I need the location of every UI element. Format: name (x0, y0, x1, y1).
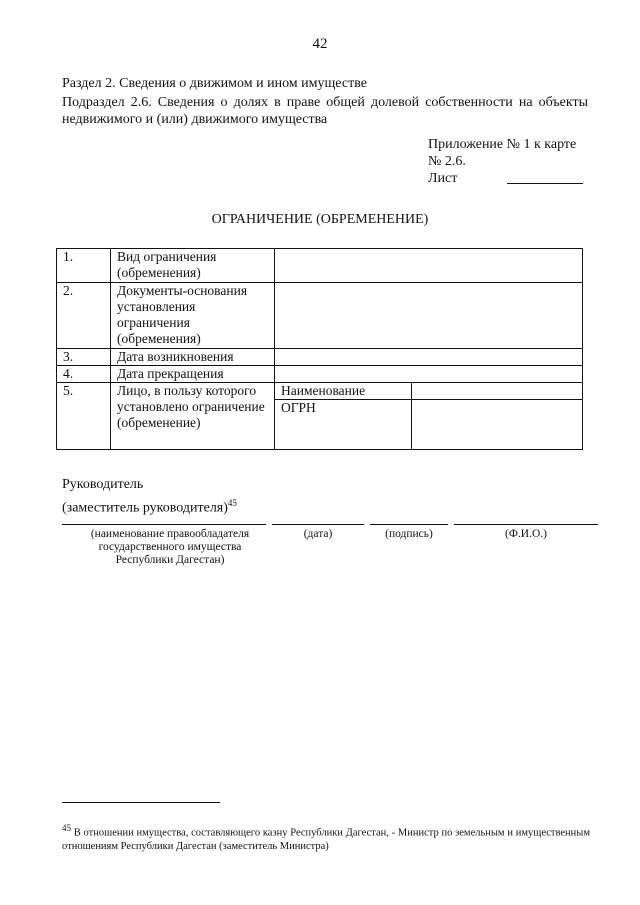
caption-owner: (наименование правообладателя государственного имущества Республики Дагестан) (90, 528, 250, 566)
beneficiary-ogrn-value (412, 400, 582, 449)
row-value (275, 249, 583, 283)
table-row (57, 349, 583, 366)
table-row (57, 366, 583, 383)
footnote (62, 822, 590, 853)
signatory-line-1: Руководитель (62, 477, 144, 492)
row-number: 3. (57, 349, 111, 366)
sign-signature-line (370, 524, 448, 525)
row-label: Лицо, в пользу которого установлено ограничение (обременение) (111, 383, 275, 450)
row-value (275, 366, 583, 383)
row-number: 1. (57, 249, 111, 283)
beneficiary-ogrn-label: ОГРН (275, 400, 412, 449)
beneficiary-subgrid (275, 383, 582, 449)
beneficiary-ogrn-row (275, 399, 582, 449)
sheet-label: Лист (428, 171, 458, 186)
appendix-line-1: Приложение № 1 к карте (428, 137, 577, 152)
row-value (275, 383, 583, 450)
row-label: Дата возникновения (111, 349, 275, 366)
caption-full-name: (Ф.И.О.) (505, 528, 547, 540)
document-title: ОГРАНИЧЕНИЕ (ОБРЕМЕНЕНИЕ) (211, 212, 429, 227)
owner-signature-line (62, 524, 266, 525)
row-number: 5. (57, 383, 111, 450)
signatory-line-2: (заместитель руководителя)$^{45}$ (62, 498, 237, 516)
table-row (57, 383, 583, 450)
row-label: Вид ограничения (обременения) (111, 249, 275, 283)
footnote-reference: 45 (227, 498, 237, 508)
row-value (275, 349, 583, 366)
appendix-reference (428, 136, 583, 187)
sheet-row (428, 170, 583, 187)
section-heading: Раздел 2. Сведения о движимом и ином имуществе (62, 76, 367, 91)
caption-date: (дата) (303, 528, 333, 540)
date-signature-line (272, 524, 364, 525)
row-label: Документы-основания установления ограничения (обременения) (111, 283, 275, 349)
appendix-line-2: № 2.6. (428, 154, 466, 169)
table-row (57, 283, 583, 349)
beneficiary-name-label: Наименование (275, 383, 412, 399)
table-row (57, 249, 583, 283)
signatory-title (62, 476, 237, 518)
row-label: Дата прекращения (111, 366, 275, 383)
caption-signature: (подпись) (385, 528, 433, 540)
row-number: 2. (57, 283, 111, 349)
page-number: 42 (312, 36, 328, 52)
row-value (275, 283, 583, 349)
footnote-marker: 45 (62, 823, 71, 833)
beneficiary-name-row (275, 383, 582, 399)
subsection-heading: Подраздел 2.6. Сведения о долях в праве общей долевой собственности на объекты недвижимого и (или) движимого имущества (62, 95, 588, 127)
footnote-text: В отношении имущества, составляющего казну Республики Дагестан, - Министр по земельным и имущественным отношениям Республики Дагестан (заместитель Министра) (62, 827, 590, 852)
sheet-number-blank (507, 183, 583, 184)
beneficiary-name-value (412, 383, 582, 399)
row-number: 4. (57, 366, 111, 383)
name-signature-line (454, 524, 598, 525)
footnote-separator (62, 802, 220, 803)
restriction-table (56, 248, 583, 450)
